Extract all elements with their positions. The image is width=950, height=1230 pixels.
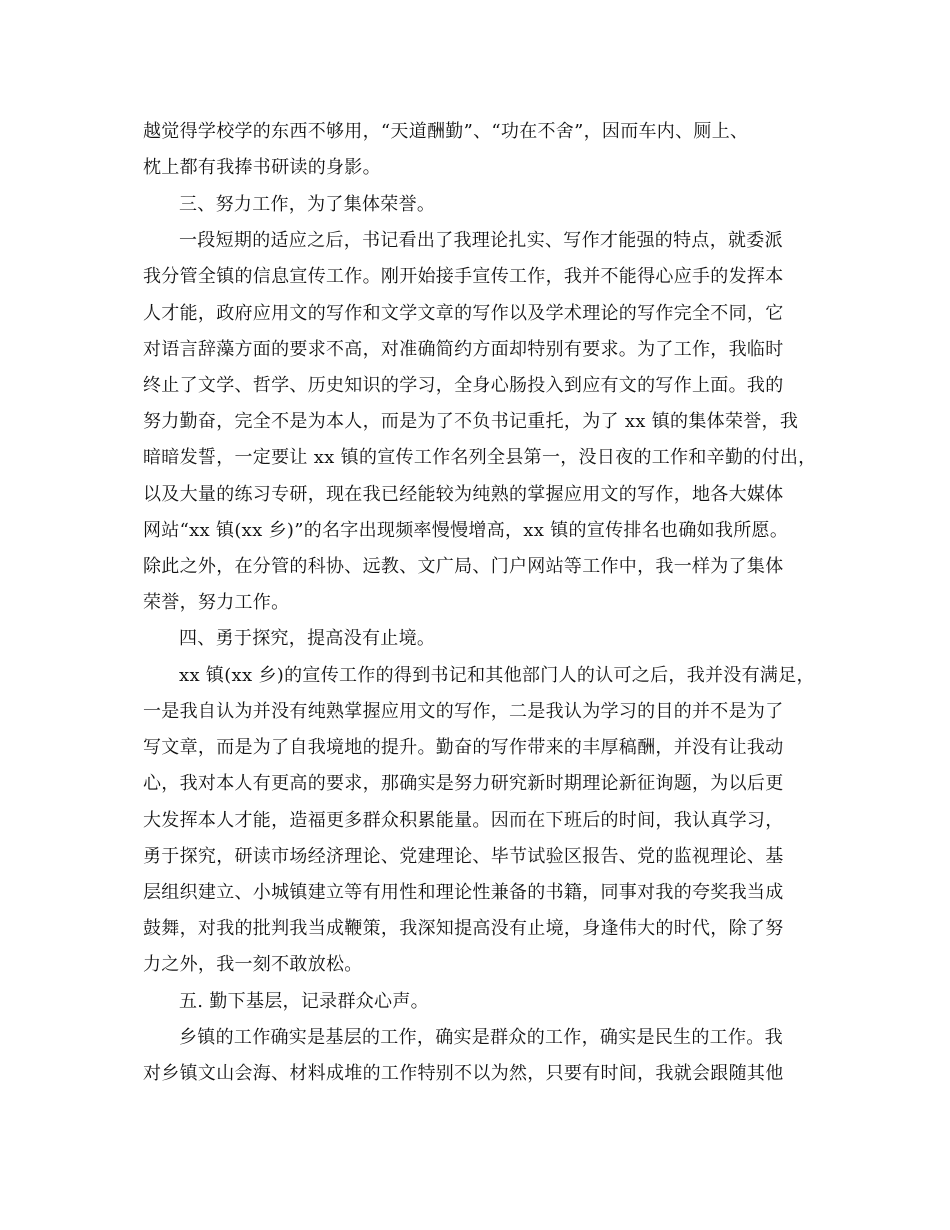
text-line: 我分管全镇的信息宣传工作。刚开始接手宣传工作，我并不能得心应手的发挥本	[143, 266, 784, 287]
text-line: 力之外，我一刻不敢放松。	[143, 954, 363, 975]
text-line: 枕上都有我捧书研读的身影。	[143, 157, 381, 178]
text-line: 一段短期的适应之后，书记看出了我理论扎实、写作才能强的特点，就委派	[179, 230, 783, 251]
text-line: 鼓舞，对我的批判我当成鞭策，我深知提高没有止境，身逢伟大的时代，除了努	[143, 918, 784, 939]
text-line: 努力勤奋，完全不是为本人，而是为了不负书记重托，为了 xx 镇的集体荣誉，我	[143, 411, 799, 432]
section-heading: 五. 勤下基层，记录群众心声。	[179, 991, 429, 1012]
text-line: 以及大量的练习专研，现在我已经能较为纯熟的掌握应用文的写作，地各大媒体	[143, 484, 784, 505]
text-line: 人才能，政府应用文的写作和文学文章的写作以及学术理论的写作完全不同，它	[143, 303, 784, 324]
text-line: 乡镇的工作确实是基层的工作，确实是群众的工作，确实是民生的工作。我	[179, 1027, 783, 1048]
section-heading: 四、勇于探究，提高没有止境。	[179, 628, 436, 649]
text-line: xx 镇(xx 乡)的宣传工作的得到书记和其他部门人的认可之后，我并没有满足，	[179, 665, 815, 686]
text-line: 网站“xx 镇(xx 乡)”的名字出现频率慢慢增高，xx 镇的宣传排名也确如我所愿。	[143, 520, 789, 541]
text-line: 大发挥本人才能，造福更多群众积累能量。因而在下班后的时间，我认真学习，	[143, 810, 784, 831]
text-line: 层组织建立、小城镇建立等有用性和理论性兼备的书籍，同事对我的夸奖我当成	[143, 882, 784, 903]
text-line: 荣誉，努力工作。	[143, 592, 290, 613]
text-line: 勇于探究，研读市场经济理论、党建理论、毕节试验区报告、党的监视理论、基	[143, 846, 784, 867]
section-heading: 三、努力工作，为了集体荣誉。	[179, 194, 436, 215]
text-line: 终止了文学、哲学、历史知识的学习，全身心肠投入到应有文的写作上面。我的	[143, 375, 784, 396]
text-line: 一是我自认为并没有纯熟掌握应用文的写作，二是我认为学习的目的并不是为了	[143, 701, 784, 722]
text-line: 越觉得学校学的东西不够用，“天道酬勤”、“功在不舍”，因而车内、厕上、	[143, 121, 749, 142]
text-line: 对语言辞藻方面的要求不高，对准确简约方面却特别有要求。为了工作，我临时	[143, 339, 784, 360]
text-line: 对乡镇文山会海、材料成堆的工作特别不以为然，只要有时间，我就会跟随其他	[143, 1063, 784, 1084]
text-line: 暗暗发誓，一定要让 xx 镇的宣传工作名列全县第一，没日夜的工作和辛勤的付出，	[143, 447, 817, 468]
text-line: 心，我对本人有更高的要求，那确实是努力研究新时期理论新征询题，为以后更	[143, 773, 784, 794]
text-line: 除此之外，在分管的科协、远教、文广局、门户网站等工作中，我一样为了集体	[143, 556, 784, 577]
text-line: 写文章，而是为了自我境地的提升。勤奋的写作带来的丰厚稿酬，并没有让我动	[143, 737, 784, 758]
